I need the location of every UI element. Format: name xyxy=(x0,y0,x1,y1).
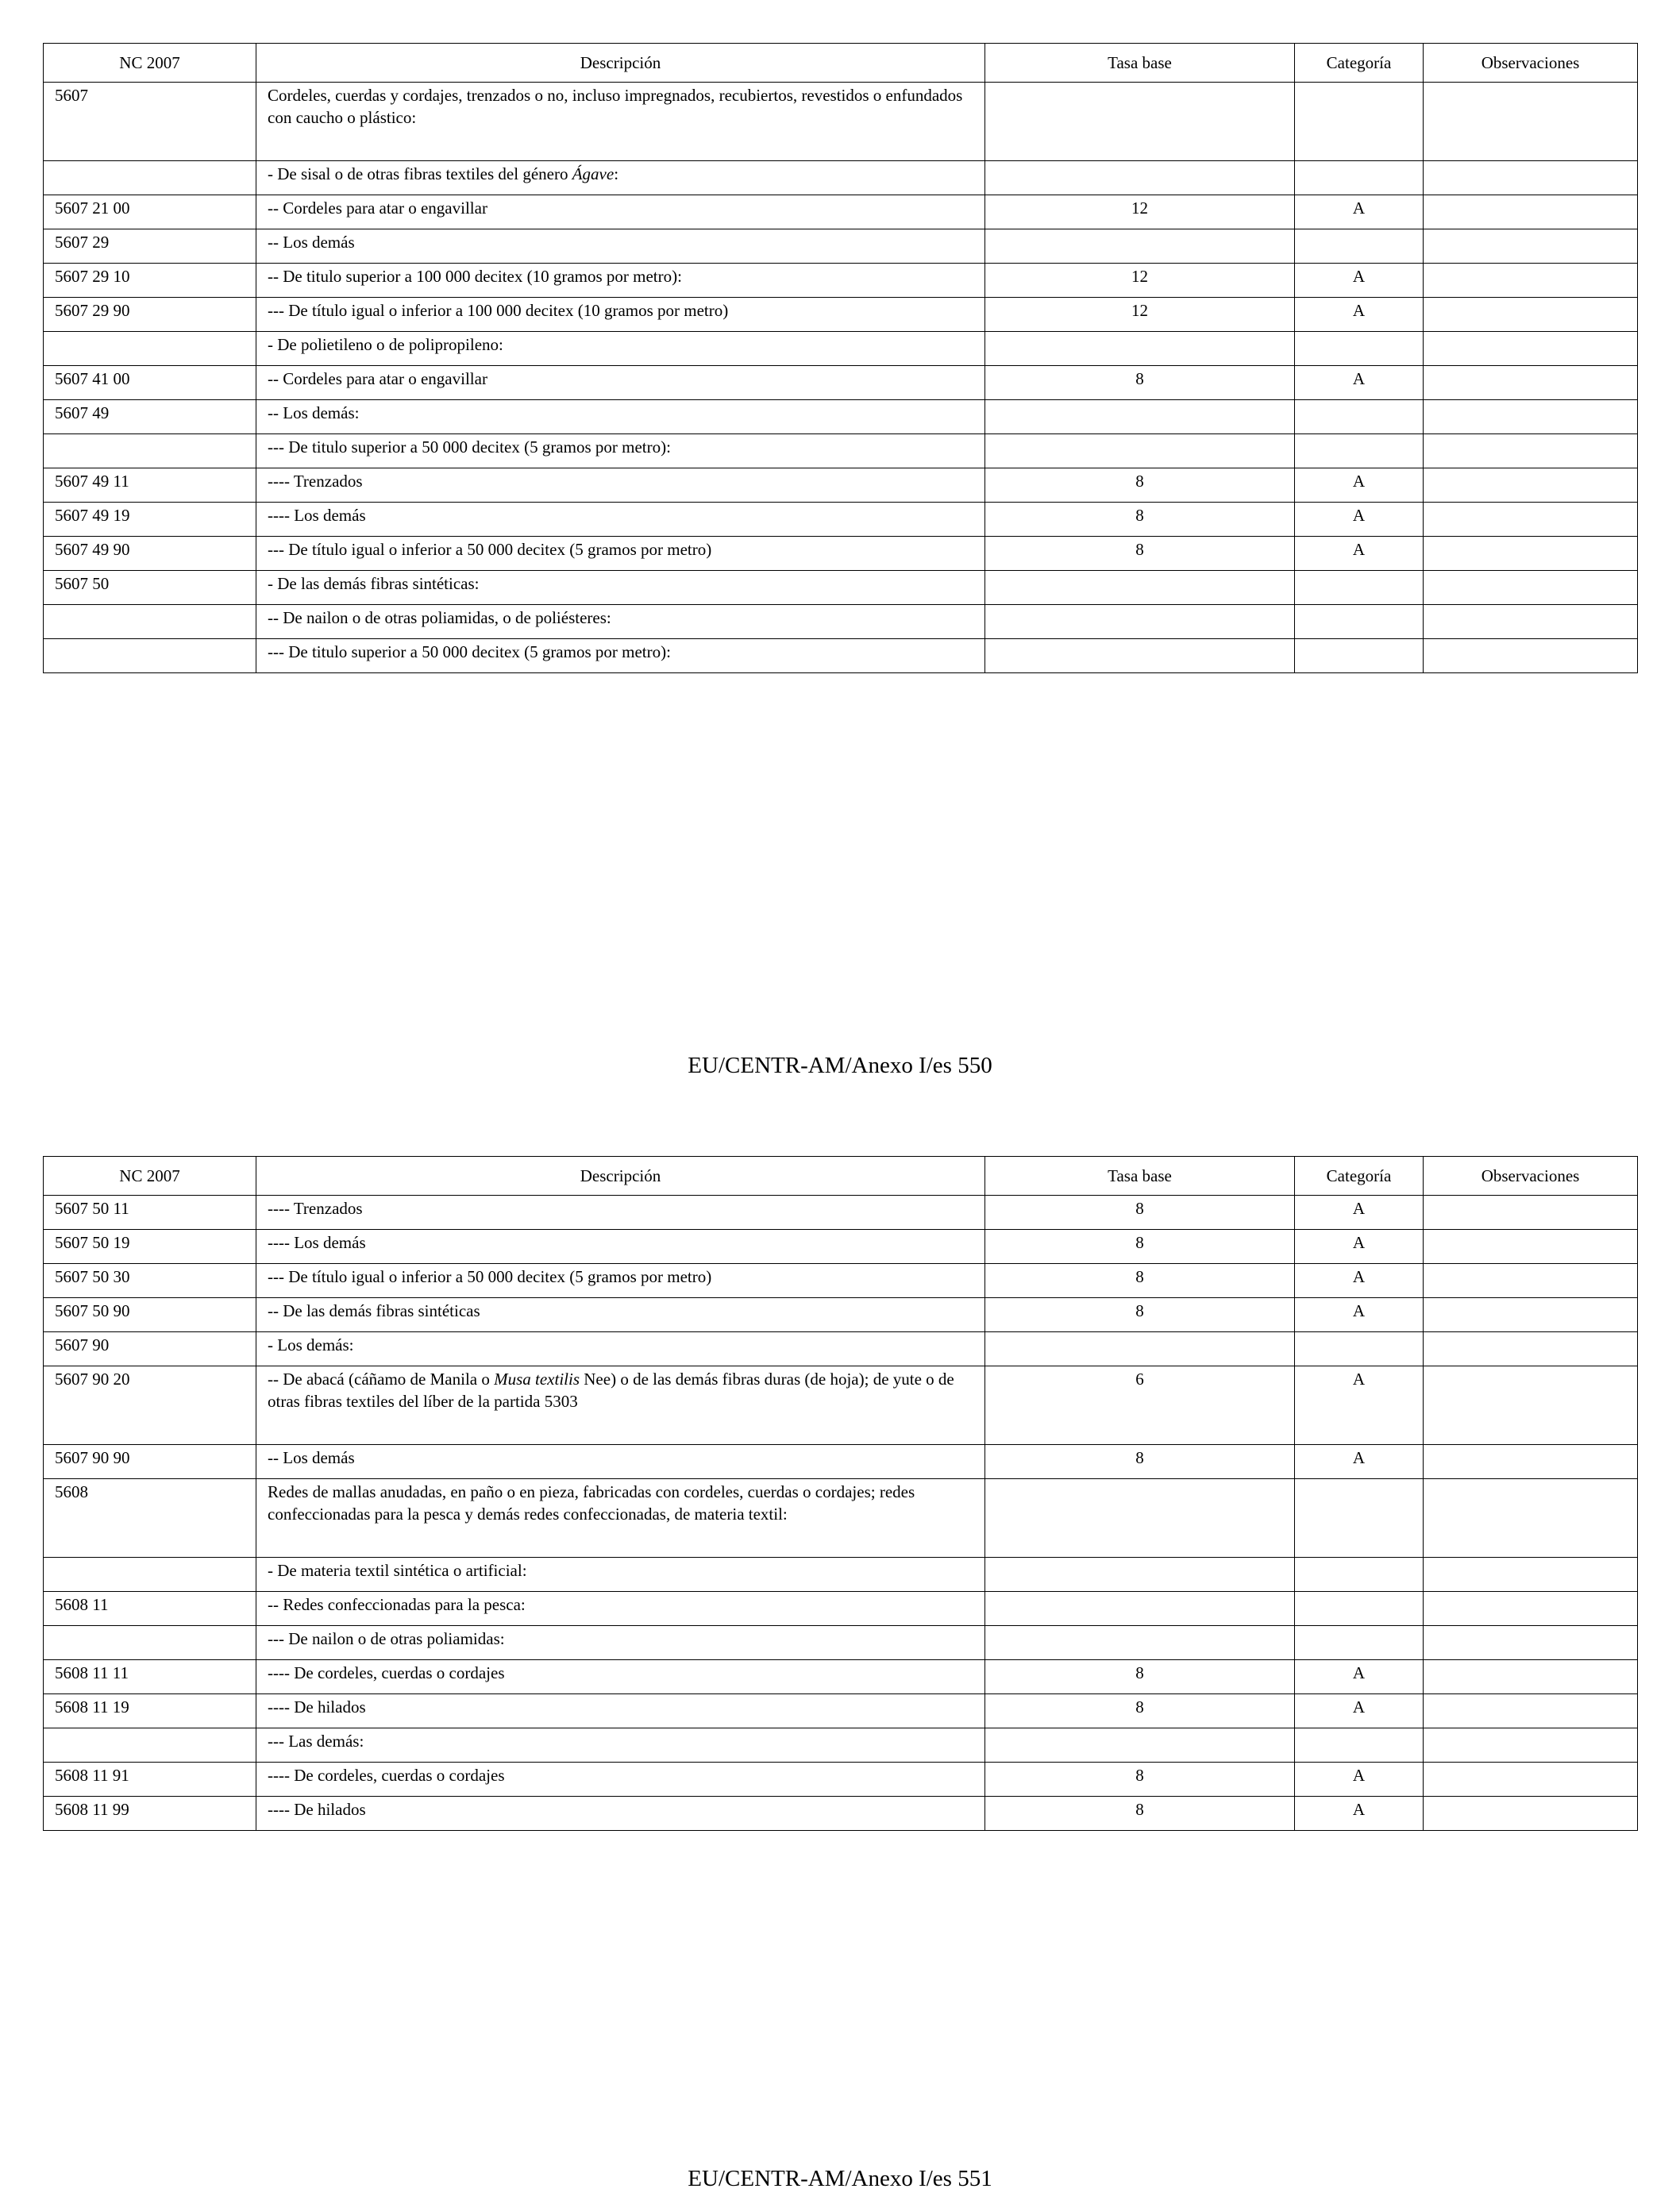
base-rate: 8 xyxy=(985,1298,1295,1332)
category: A xyxy=(1295,468,1424,503)
description: -- Los demás xyxy=(256,229,985,264)
table-row xyxy=(44,1366,1638,1445)
table-row xyxy=(44,332,1638,366)
description: --- De titulo superior a 50 000 decitex (5 gramos por metro): xyxy=(256,434,985,468)
nc-code xyxy=(44,1626,256,1660)
base-rate: 8 xyxy=(985,1797,1295,1831)
observations xyxy=(1424,1479,1638,1558)
nc-code: 5607 49 11 xyxy=(44,468,256,503)
header-descripcion: Descripción xyxy=(256,44,985,83)
table-row xyxy=(44,83,1638,161)
base-rate: 8 xyxy=(985,468,1295,503)
observations xyxy=(1424,1230,1638,1264)
base-rate: 8 xyxy=(985,1445,1295,1479)
table-row xyxy=(44,537,1638,571)
nc-code: 5607 90 xyxy=(44,1332,256,1366)
description-suffix: Nee) o de las demás fibras duras (de hoja); de yute o de otras fibras textiles del líber de la partida 5303 xyxy=(268,1370,954,1411)
base-rate xyxy=(985,434,1295,468)
table-header-row xyxy=(44,44,1638,83)
table-row xyxy=(44,434,1638,468)
nc-code: 5607 49 19 xyxy=(44,503,256,537)
observations xyxy=(1424,1660,1638,1694)
category xyxy=(1295,571,1424,605)
nc-code xyxy=(44,639,256,673)
category: A xyxy=(1295,1660,1424,1694)
base-rate xyxy=(985,639,1295,673)
nc-code: 5608 11 xyxy=(44,1592,256,1626)
header-tasa-base: Tasa base xyxy=(985,44,1295,83)
base-rate xyxy=(985,605,1295,639)
header-categoria: Categoría xyxy=(1295,1157,1424,1196)
description: ---- Los demás xyxy=(256,503,985,537)
nc-code xyxy=(44,605,256,639)
base-rate xyxy=(985,1592,1295,1626)
base-rate: 8 xyxy=(985,1196,1295,1230)
base-rate xyxy=(985,332,1295,366)
category xyxy=(1295,1558,1424,1592)
table-row xyxy=(44,400,1638,434)
table-row xyxy=(44,264,1638,298)
table-row xyxy=(44,1592,1638,1626)
category: A xyxy=(1295,366,1424,400)
description xyxy=(256,161,985,195)
table-row xyxy=(44,1728,1638,1763)
description: --- De nailon o de otras poliamidas: xyxy=(256,1626,985,1660)
description-text: -- De abacá (cáñamo de Manila o xyxy=(268,1370,495,1389)
base-rate: 8 xyxy=(985,503,1295,537)
header-nc: NC 2007 xyxy=(44,1157,256,1196)
description: - Los demás: xyxy=(256,1332,985,1366)
table-row xyxy=(44,1660,1638,1694)
base-rate xyxy=(985,161,1295,195)
table-row xyxy=(44,1196,1638,1230)
header-descripcion: Descripción xyxy=(256,1157,985,1196)
observations xyxy=(1424,332,1638,366)
observations xyxy=(1424,229,1638,264)
nc-code xyxy=(44,1558,256,1592)
page-footer-551: EU/CENTR-AM/Anexo I/es 551 xyxy=(688,2166,992,2191)
description: ---- Trenzados xyxy=(256,468,985,503)
table-row xyxy=(44,639,1638,673)
table-row xyxy=(44,1558,1638,1592)
table-row xyxy=(44,1763,1638,1797)
category xyxy=(1295,1479,1424,1558)
base-rate xyxy=(985,1332,1295,1366)
observations xyxy=(1424,639,1638,673)
observations xyxy=(1424,195,1638,229)
observations xyxy=(1424,1298,1638,1332)
category xyxy=(1295,1728,1424,1763)
description-italic: Musa textilis xyxy=(494,1370,580,1389)
category xyxy=(1295,605,1424,639)
observations xyxy=(1424,1366,1638,1445)
base-rate: 8 xyxy=(985,1264,1295,1298)
base-rate: 8 xyxy=(985,1694,1295,1728)
observations xyxy=(1424,537,1638,571)
table-row xyxy=(44,1264,1638,1298)
base-rate: 6 xyxy=(985,1366,1295,1445)
description: --- Las demás: xyxy=(256,1728,985,1763)
category xyxy=(1295,1332,1424,1366)
table-row xyxy=(44,571,1638,605)
base-rate xyxy=(985,571,1295,605)
category xyxy=(1295,400,1424,434)
table-row xyxy=(44,1694,1638,1728)
header-nc: NC 2007 xyxy=(44,44,256,83)
description: -- De nailon o de otras poliamidas, o de poliésteres: xyxy=(256,605,985,639)
category: A xyxy=(1295,1366,1424,1445)
nc-code: 5607 29 90 xyxy=(44,298,256,332)
nc-code: 5607 29 10 xyxy=(44,264,256,298)
observations xyxy=(1424,1196,1638,1230)
category: A xyxy=(1295,537,1424,571)
table-row xyxy=(44,605,1638,639)
observations xyxy=(1424,1445,1638,1479)
description: ---- De hilados xyxy=(256,1797,985,1831)
category: A xyxy=(1295,1196,1424,1230)
description: Redes de mallas anudadas, en paño o en pieza, fabricadas con cordeles, cuerdas o cordajes; redes confeccionadas para la pesca y demás redes confeccionadas, de materia textil: xyxy=(256,1479,985,1558)
nc-code: 5607 50 11 xyxy=(44,1196,256,1230)
description: - De las demás fibras sintéticas: xyxy=(256,571,985,605)
nc-code: 5608 11 11 xyxy=(44,1660,256,1694)
base-rate: 8 xyxy=(985,1660,1295,1694)
page-footer-550: EU/CENTR-AM/Anexo I/es 550 xyxy=(688,1053,992,1078)
category: A xyxy=(1295,298,1424,332)
description-suffix: : xyxy=(614,164,619,183)
description xyxy=(256,1366,985,1445)
nc-code xyxy=(44,1728,256,1763)
category: A xyxy=(1295,1264,1424,1298)
observations xyxy=(1424,434,1638,468)
category xyxy=(1295,1626,1424,1660)
base-rate: 12 xyxy=(985,264,1295,298)
description: ---- De cordeles, cuerdas o cordajes xyxy=(256,1660,985,1694)
base-rate xyxy=(985,1728,1295,1763)
nc-code: 5607 90 20 xyxy=(44,1366,256,1445)
category: A xyxy=(1295,1763,1424,1797)
table-row xyxy=(44,1626,1638,1660)
base-rate xyxy=(985,1479,1295,1558)
nc-code: 5607 29 xyxy=(44,229,256,264)
nc-code xyxy=(44,161,256,195)
description: -- Los demás: xyxy=(256,400,985,434)
observations xyxy=(1424,1797,1638,1831)
description: -- De las demás fibras sintéticas xyxy=(256,1298,985,1332)
table-row xyxy=(44,1797,1638,1831)
observations xyxy=(1424,1558,1638,1592)
tariff-table-page-551 xyxy=(43,1156,1638,1831)
table-row xyxy=(44,503,1638,537)
description: --- De título igual o inferior a 50 000 decitex (5 gramos por metro) xyxy=(256,537,985,571)
base-rate: 12 xyxy=(985,298,1295,332)
base-rate: 8 xyxy=(985,1763,1295,1797)
base-rate xyxy=(985,1626,1295,1660)
observations xyxy=(1424,1694,1638,1728)
base-rate: 8 xyxy=(985,1230,1295,1264)
category: A xyxy=(1295,1298,1424,1332)
nc-code xyxy=(44,434,256,468)
category xyxy=(1295,229,1424,264)
table-row xyxy=(44,1332,1638,1366)
base-rate: 8 xyxy=(985,537,1295,571)
nc-code: 5608 xyxy=(44,1479,256,1558)
nc-code: 5607 50 19 xyxy=(44,1230,256,1264)
description: --- De título igual o inferior a 100 000 decitex (10 gramos por metro) xyxy=(256,298,985,332)
header-observaciones: Observaciones xyxy=(1424,44,1638,83)
category xyxy=(1295,639,1424,673)
base-rate xyxy=(985,1558,1295,1592)
table-row xyxy=(44,468,1638,503)
nc-code xyxy=(44,332,256,366)
description-italic: Ágave xyxy=(572,164,615,183)
observations xyxy=(1424,1264,1638,1298)
description: - De materia textil sintética o artificial: xyxy=(256,1558,985,1592)
description-text: - De sisal o de otras fibras textiles del género xyxy=(268,164,572,183)
nc-code: 5607 41 00 xyxy=(44,366,256,400)
category xyxy=(1295,1592,1424,1626)
table-row xyxy=(44,229,1638,264)
table-row xyxy=(44,366,1638,400)
description: ---- Trenzados xyxy=(256,1196,985,1230)
observations xyxy=(1424,605,1638,639)
table-row xyxy=(44,298,1638,332)
observations xyxy=(1424,1728,1638,1763)
category: A xyxy=(1295,1694,1424,1728)
category: A xyxy=(1295,264,1424,298)
observations xyxy=(1424,1592,1638,1626)
description: -- Los demás xyxy=(256,1445,985,1479)
nc-code: 5607 90 90 xyxy=(44,1445,256,1479)
observations xyxy=(1424,503,1638,537)
category xyxy=(1295,332,1424,366)
nc-code: 5607 49 90 xyxy=(44,537,256,571)
description: ---- De hilados xyxy=(256,1694,985,1728)
observations xyxy=(1424,298,1638,332)
table-row xyxy=(44,1479,1638,1558)
table-row xyxy=(44,1298,1638,1332)
observations xyxy=(1424,1763,1638,1797)
category: A xyxy=(1295,1230,1424,1264)
description: -- Redes confeccionadas para la pesca: xyxy=(256,1592,985,1626)
observations xyxy=(1424,400,1638,434)
base-rate: 8 xyxy=(985,366,1295,400)
observations xyxy=(1424,366,1638,400)
nc-code: 5607 50 30 xyxy=(44,1264,256,1298)
category xyxy=(1295,434,1424,468)
tariff-table-page-550 xyxy=(43,43,1638,673)
category xyxy=(1295,83,1424,161)
nc-code: 5607 50 90 xyxy=(44,1298,256,1332)
observations xyxy=(1424,264,1638,298)
category: A xyxy=(1295,195,1424,229)
nc-code: 5607 50 xyxy=(44,571,256,605)
nc-code: 5608 11 99 xyxy=(44,1797,256,1831)
observations xyxy=(1424,1332,1638,1366)
category: A xyxy=(1295,503,1424,537)
description: Cordeles, cuerdas y cordajes, trenzados o no, incluso impregnados, recubiertos, revestidos o enfundados con caucho o plástico: xyxy=(256,83,985,161)
category: A xyxy=(1295,1797,1424,1831)
description: --- De título igual o inferior a 50 000 decitex (5 gramos por metro) xyxy=(256,1264,985,1298)
observations xyxy=(1424,161,1638,195)
nc-code: 5607 xyxy=(44,83,256,161)
nc-code: 5608 11 19 xyxy=(44,1694,256,1728)
description: -- Cordeles para atar o engavillar xyxy=(256,366,985,400)
nc-code: 5607 21 00 xyxy=(44,195,256,229)
base-rate: 12 xyxy=(985,195,1295,229)
table-row xyxy=(44,195,1638,229)
observations xyxy=(1424,1626,1638,1660)
category xyxy=(1295,161,1424,195)
description: --- De titulo superior a 50 000 decitex (5 gramos por metro): xyxy=(256,639,985,673)
observations xyxy=(1424,468,1638,503)
base-rate xyxy=(985,83,1295,161)
header-observaciones: Observaciones xyxy=(1424,1157,1638,1196)
header-categoria: Categoría xyxy=(1295,44,1424,83)
table-row xyxy=(44,161,1638,195)
table-row xyxy=(44,1445,1638,1479)
description: ---- De cordeles, cuerdas o cordajes xyxy=(256,1763,985,1797)
table-header-row xyxy=(44,1157,1638,1196)
category: A xyxy=(1295,1445,1424,1479)
base-rate xyxy=(985,229,1295,264)
table-row xyxy=(44,1230,1638,1264)
description: - De polietileno o de polipropileno: xyxy=(256,332,985,366)
nc-code: 5608 11 91 xyxy=(44,1763,256,1797)
base-rate xyxy=(985,400,1295,434)
description: -- Cordeles para atar o engavillar xyxy=(256,195,985,229)
description: -- De titulo superior a 100 000 decitex (10 gramos por metro): xyxy=(256,264,985,298)
header-tasa-base: Tasa base xyxy=(985,1157,1295,1196)
observations xyxy=(1424,83,1638,161)
observations xyxy=(1424,571,1638,605)
description: ---- Los demás xyxy=(256,1230,985,1264)
nc-code: 5607 49 xyxy=(44,400,256,434)
